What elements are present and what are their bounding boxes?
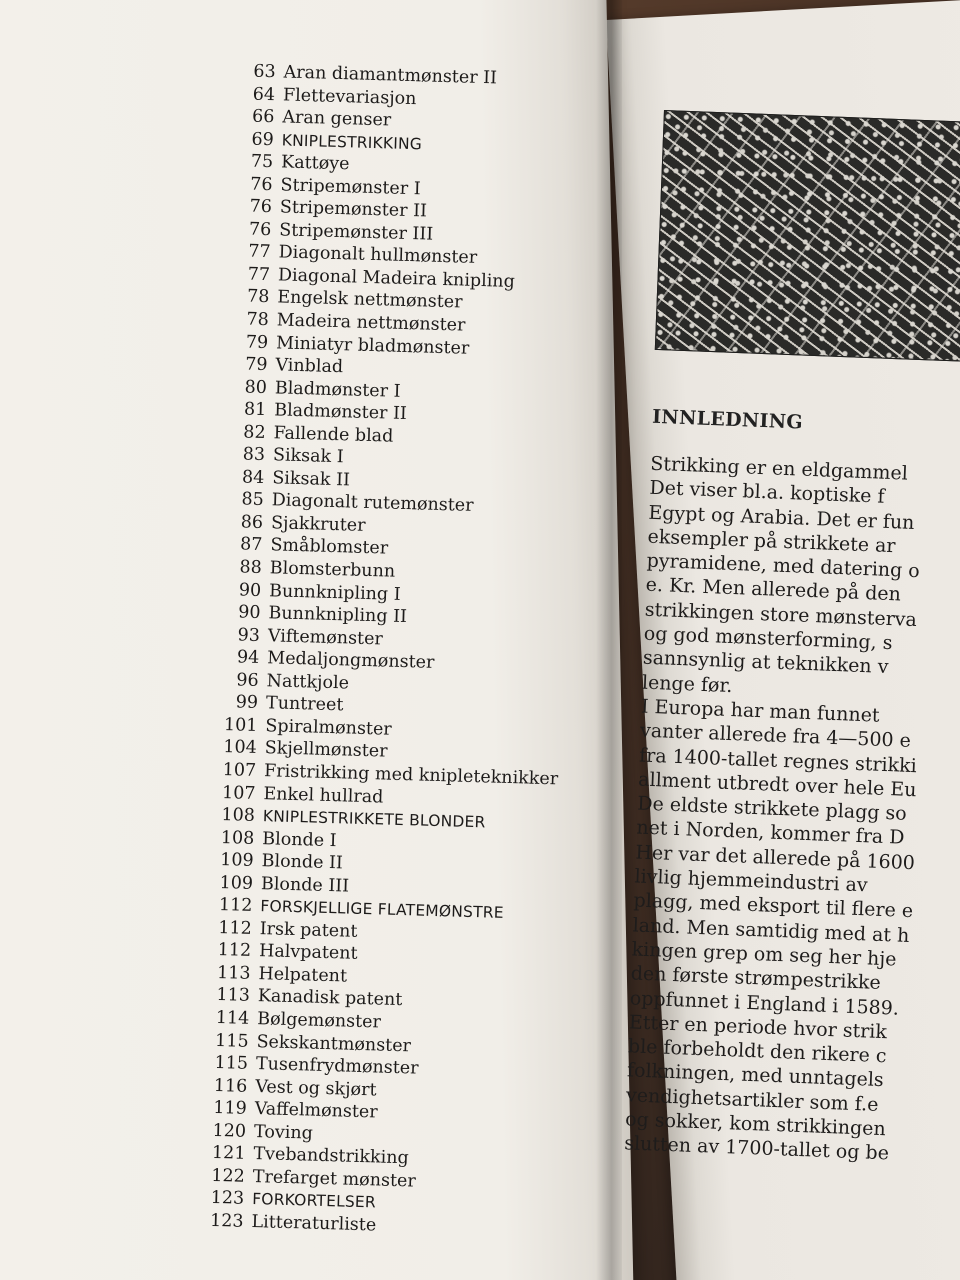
toc-page-number: 79 — [244, 354, 268, 376]
toc-title: Stripemønster III — [278, 220, 434, 245]
text-line: eksempler på strikkete ar — [647, 525, 896, 558]
toc-title: Toving — [253, 1121, 314, 1144]
toc-page-number: 64 — [252, 84, 276, 105]
text-line: pyramidene, med datering o — [646, 549, 921, 583]
toc-page-number: 78 — [246, 309, 270, 331]
toc-page-number: 83 — [242, 444, 266, 466]
toc-page-number: 76 — [248, 219, 272, 240]
toc-page-number: 121 — [211, 1143, 246, 1165]
toc-page-number: 123 — [210, 1188, 245, 1210]
toc-title: Småblomster — [270, 535, 389, 560]
toc-page-number: 87 — [239, 534, 263, 556]
toc-title: Tusenfrydmønster — [255, 1054, 419, 1079]
lace-knitting-photo — [655, 110, 960, 362]
toc-title: Vinblad — [275, 355, 344, 378]
section-heading: INNLEDNING — [651, 405, 804, 434]
toc-page-number: 86 — [240, 512, 264, 533]
toc-page-number: 84 — [241, 467, 265, 488]
toc-title: Bladmønster I — [274, 377, 401, 402]
text-line: lenge før. — [641, 671, 733, 697]
toc-title: Diagonal Madeira knipling — [277, 265, 516, 292]
toc-page-number: 90 — [238, 602, 261, 624]
toc-page-number: 94 — [236, 647, 260, 669]
toc-title: Blonde I — [261, 828, 337, 851]
text-line: e. Kr. Men allerede på den — [645, 574, 902, 606]
right-page-content — [624, 110, 960, 1172]
toc-page-number: 115 — [214, 1052, 249, 1074]
text-line: oppfunnet i England i 1589. — [629, 986, 900, 1020]
toc-page-number: 119 — [213, 1098, 247, 1119]
toc-page-number: 109 — [219, 850, 254, 872]
toc-page-number: 120 — [212, 1120, 247, 1142]
text-line: Her var det allerede på 1600 — [635, 841, 916, 874]
toc-title: Siksak II — [272, 468, 351, 491]
text-line: Etter en periode hvor strik — [628, 1011, 888, 1044]
toc-title: Madeira nettmønster — [276, 310, 466, 336]
toc-title: Aran diamantmønster II — [283, 62, 498, 89]
toc-page-number: 113 — [216, 985, 251, 1007]
text-line: I Europa har man funnet — [640, 695, 880, 727]
toc-page-number: 108 — [221, 805, 256, 826]
toc-page-number: 82 — [243, 422, 266, 443]
toc-title: Fallende blad — [273, 423, 394, 447]
toc-title: FORSKJELLIGE FLATEMØNSTRE — [260, 897, 504, 923]
toc-page-number: 77 — [247, 264, 271, 286]
text-line: net i Norden, kommer fra D — [635, 816, 905, 850]
text-line: fra 1400-tallet regnes strikki — [638, 744, 918, 777]
toc-title: Helpatent — [258, 963, 348, 987]
toc-title: Litteraturliste — [251, 1211, 377, 1236]
text-line: og sokker, kom strikkingen — [624, 1108, 887, 1141]
text-line: den første strømpestrikke — [630, 962, 882, 995]
toc-page-number: 76 — [249, 196, 273, 218]
toc-title: Nattkjole — [266, 670, 350, 694]
toc-title: KNIPLESTRIKKETE BLONDER — [262, 807, 486, 832]
toc-page-number: 81 — [243, 399, 267, 421]
toc-page-number: 115 — [214, 1030, 249, 1052]
toc-page-number: 66 — [251, 106, 275, 128]
toc-page-number: 96 — [236, 670, 259, 691]
toc-title: FORKORTELSER — [251, 1190, 377, 1212]
toc-title: Sekskantmønster — [256, 1031, 412, 1056]
text-line: sannsynlig at teknikken v — [642, 646, 889, 679]
toc-title: Trefarget mønster — [252, 1166, 417, 1192]
toc-title: Sjakkruter — [270, 513, 366, 536]
text-line: De eldste strikkete plagg so — [636, 792, 908, 825]
toc-title: Diagonalt rutemønster — [271, 490, 474, 517]
toc-title: Diagonalt hullmønster — [278, 242, 478, 269]
toc-title: Miniatyr bladmønster — [275, 332, 470, 359]
toc-page-number: 80 — [244, 377, 268, 398]
toc-page-number: 113 — [216, 962, 251, 984]
toc-title: Bølgemønster — [256, 1009, 382, 1033]
toc-title: Tuntreet — [265, 693, 344, 716]
toc-page-number: 122 — [211, 1165, 246, 1187]
text-line: Det viser bl.a. koptiske f — [649, 477, 885, 509]
toc-title: Bunnknipling I — [268, 580, 401, 605]
toc-page-number: 93 — [237, 625, 261, 646]
toc-title: Kattøye — [280, 152, 350, 175]
toc-page-number: 108 — [220, 827, 255, 849]
toc-title: Blonde III — [260, 873, 350, 897]
text-line: livlig hjemmeindustri av — [634, 865, 869, 897]
toc-title: Blonde II — [261, 851, 344, 874]
text-line: ble forbeholdt den rikere c — [627, 1035, 887, 1068]
text-line: allment utbredt over hele Eu — [637, 768, 917, 802]
toc-title: Kanadisk patent — [257, 986, 403, 1011]
toc-page-number: 107 — [221, 782, 256, 804]
toc-page-number: 69 — [251, 129, 275, 150]
text-line: vanter allerede fra 4—500 e — [639, 719, 912, 753]
toc-page-number: 123 — [209, 1210, 244, 1232]
toc-page-number: 114 — [215, 1007, 250, 1029]
toc-page-number: 104 — [223, 737, 258, 759]
table-of-contents — [199, 60, 612, 1243]
toc-page-number: 85 — [241, 489, 264, 511]
toc-page-number: 99 — [235, 692, 259, 714]
toc-page-number: 112 — [218, 917, 253, 939]
toc-title: Vest og skjørt — [255, 1076, 377, 1101]
toc-title: Stripemønster I — [280, 175, 421, 200]
toc-page-number: 88 — [239, 557, 263, 579]
toc-page-number: 77 — [248, 241, 271, 263]
text-line: strikkingen store mønsterva — [644, 598, 918, 631]
toc-title: Viftemønster — [267, 625, 384, 650]
toc-page-number: 90 — [238, 579, 262, 601]
toc-title: Spiralmønster — [265, 716, 392, 740]
text-line: folkningen, med unntagels — [626, 1059, 885, 1092]
text-line: Strikking er en eldgammel — [649, 452, 909, 485]
toc-title: Fristrikking med knipleteknikker — [263, 761, 559, 790]
toc-page-number: 109 — [219, 872, 254, 894]
text-line: plagg, med eksport til flere e — [633, 889, 914, 923]
toc-page-number: 112 — [218, 895, 253, 917]
toc-page-number: 78 — [246, 286, 270, 308]
toc-page-number: 112 — [217, 940, 252, 962]
toc-title: Skjellmønster — [264, 738, 388, 763]
toc-title: Tvebandstrikking — [253, 1144, 409, 1169]
toc-page-number: 75 — [250, 151, 274, 173]
toc-page-number: 101 — [223, 714, 258, 736]
toc-title: Halvpatent — [258, 941, 358, 965]
text-line: land. Men samtidig med at h — [632, 914, 910, 947]
toc-title: Flettevariasjon — [282, 84, 417, 109]
toc-title: Bladmønster II — [273, 400, 408, 425]
toc-page-number: 76 — [249, 174, 273, 195]
toc-title: Vaffelmønster — [254, 1099, 378, 1123]
toc-page-number: 79 — [245, 332, 269, 353]
toc-page-number: 63 — [253, 61, 276, 83]
text-line: kingen grep om seg her hje — [631, 938, 897, 971]
toc-title: KNIPLESTRIKKING — [281, 131, 423, 153]
intro-text — [624, 452, 960, 1172]
toc-title: Aran genser — [282, 107, 392, 131]
toc-title: Medaljongmønster — [267, 648, 435, 674]
toc-title: Irsk patent — [259, 918, 358, 942]
toc-page-number: 116 — [213, 1075, 248, 1097]
text-line: vendighetsartikler som f.e — [625, 1084, 879, 1116]
toc-title: Stripemønster II — [279, 197, 428, 222]
toc-title: Enkel hullrad — [263, 783, 384, 808]
text-line: Egypt og Arabia. Det er fun — [648, 501, 915, 534]
toc-title: Siksak I — [272, 445, 344, 468]
toc-title: Engelsk nettmønster — [277, 287, 463, 313]
text-line: og god mønsterforming, s — [643, 622, 893, 655]
text-line: slutten av 1700-tallet og be — [623, 1132, 890, 1165]
toc-title: Blomsterbunn — [269, 558, 396, 582]
toc-page-number: 107 — [222, 759, 257, 781]
toc-title: Bunnknipling II — [268, 603, 408, 628]
